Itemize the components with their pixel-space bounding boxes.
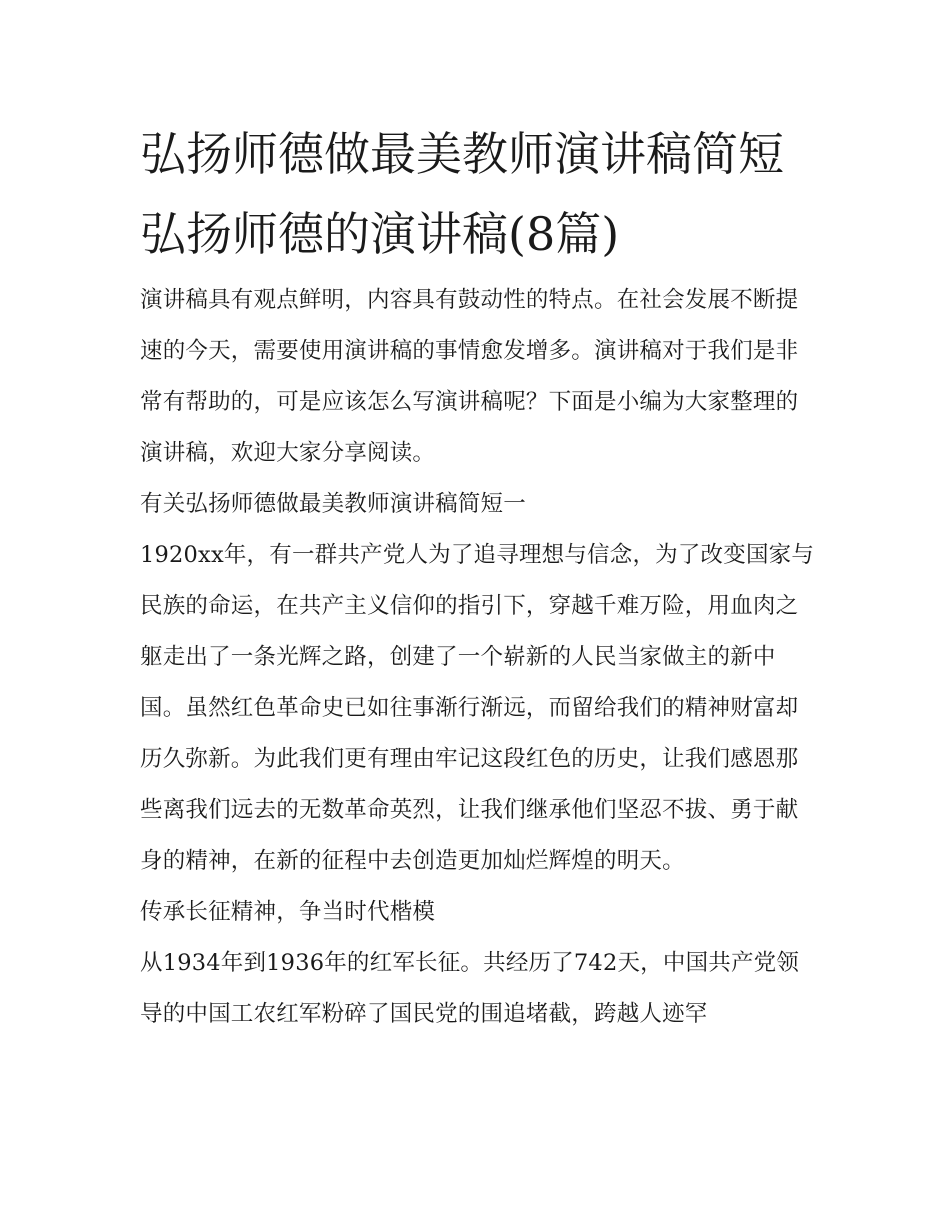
body-paragraph-2: 从1934年到1936年的红军长征。共经历了742天，中国共产党领导的中国工农红军粉碎了国民党的围追堵截，跨越人迹罕 (140, 950, 800, 1027)
subheading: 传承长征精神，争当时代楷模 (140, 899, 436, 925)
intro-paragraph: 演讲稿具有观点鲜明，内容具有鼓动性的特点。在社会发展不断提速的今天，需要使用演讲稿的事情愈发增多。演讲稿对于我们是非常有帮助的，可是应该怎么写演讲稿呢？下面是小编为大家整理的演讲稿，欢迎大家分享阅读。 (140, 287, 799, 466)
document-title: 弘扬师德做最美教师演讲稿简短 弘扬师德的演讲稿(8篇) (140, 127, 784, 261)
section-heading: 有关弘扬师德做最美教师演讲稿简短一 (140, 491, 526, 517)
document-body (140, 275, 816, 1040)
body-paragraph-1: 1920xx年，有一群共产党人为了追寻理想与信念，为了改变国家与民族的命运，在共产主义信仰的指引下，穿越千难万险，用血肉之躯走出了一条光辉之路，创建了一个崭新的人民当家做主的新中国。虽然红色革命史已如往事渐行渐远，而留给我们的精神财富却历久弥新。为此我们更有理由牢记这段红色的历史，让我们感恩那些离我们远去的无数革命英烈，让我们继承他们坚忍不拔、勇于献身的精神，在新的征程中去创造更加灿烂辉煌的明天。 (140, 542, 815, 874)
